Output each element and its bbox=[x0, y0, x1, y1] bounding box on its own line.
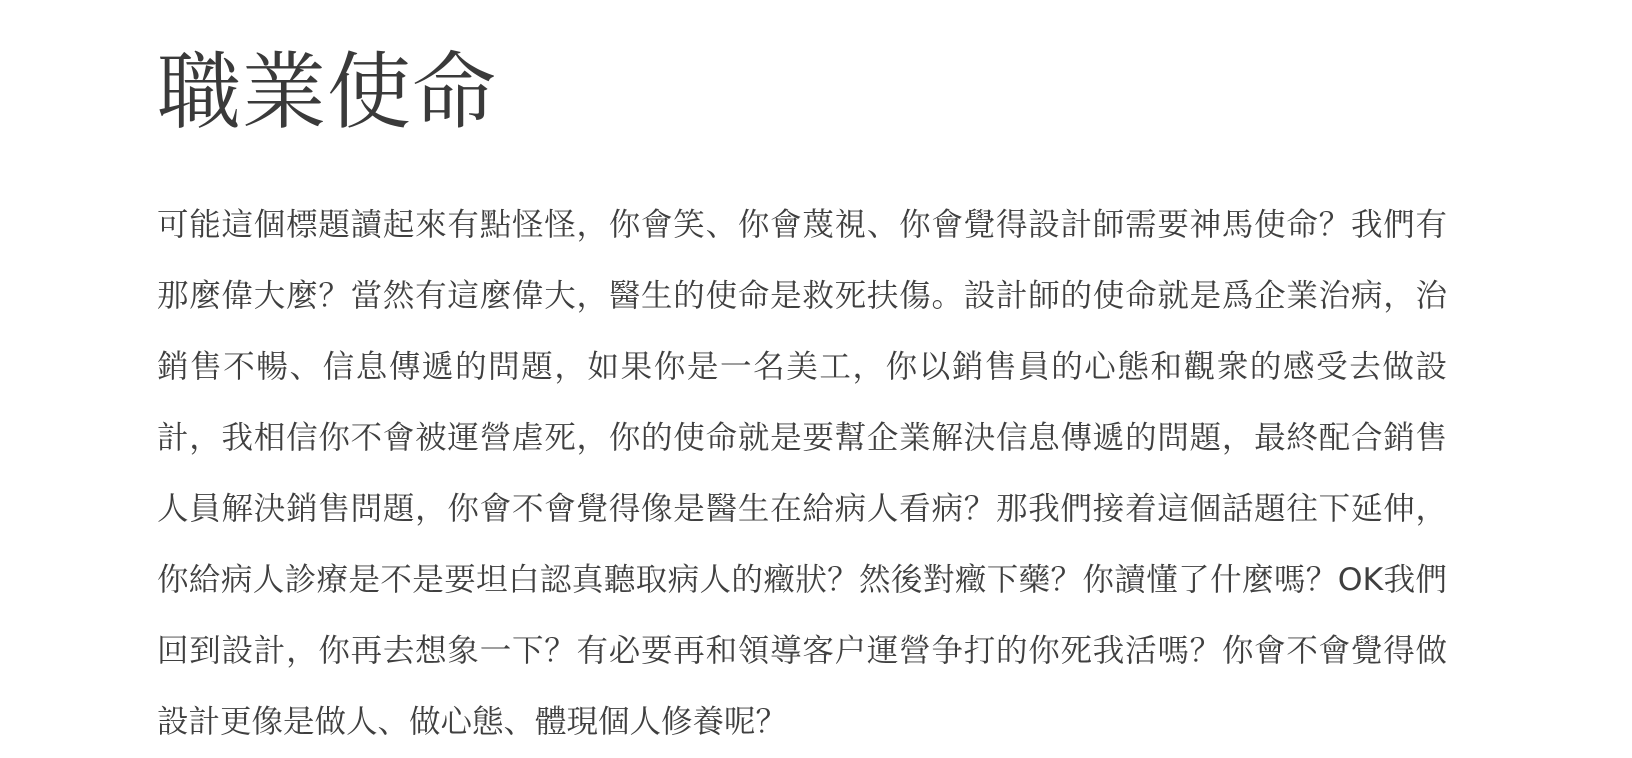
article bbox=[157, 0, 1447, 758]
article-title: 職業使命 bbox=[157, 43, 498, 141]
article-body: 可能這個標題讀起來有點怪怪，你會笑、你會蔑視、你會覺得設計師需要神馬使命？我們有那麼偉大麼？當然有這麼偉大，醫生的使命是救死扶傷。設計師的使命就是爲企業治病，治銷售不暢、信息傳遞的問題，如果你是一名美工，你以銷售員的心態和觀衆的感受去做設計，我相信你不會被運營虐死，你的使命就是要幫企業解決信息傳遞的問題，最終配合銷售人員解決銷售問題，你會不會覺得像是醫生在給病人看病？那我們接着這個話題往下延伸，你給病人診療是不是要坦白認真聽取病人的癥狀？然後對癥下藥？你讀懂了什麼嗎？OK我們回到設計，你再去想象一下？有必要再和領導客户運營争打的你死我活嗎？你會不會覺得做設計更像是做人、做心態、體現個人修養呢？ bbox=[157, 207, 1447, 740]
